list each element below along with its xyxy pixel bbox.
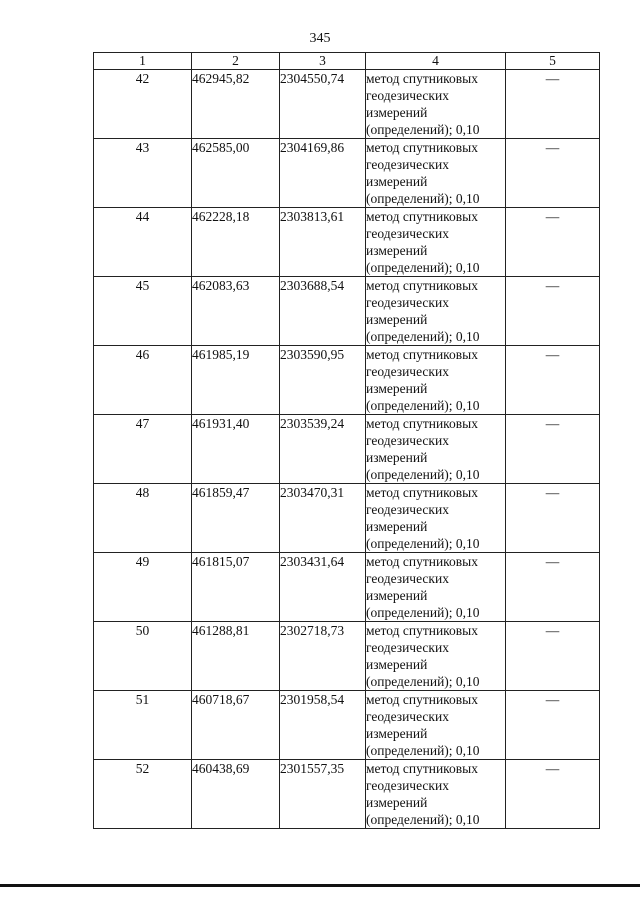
method-line: геодезических xyxy=(366,640,449,655)
method-line: измерений xyxy=(366,795,428,810)
method-cell xyxy=(366,346,506,415)
x-coordinate-cell: 460438,69 xyxy=(192,760,280,829)
method-line: метод спутниковых xyxy=(366,416,478,431)
method-line: (определений); 0,10 xyxy=(366,743,480,758)
column-5-cell: — xyxy=(506,760,600,829)
method-line: (определений); 0,10 xyxy=(366,329,480,344)
method-line: метод спутниковых xyxy=(366,140,478,155)
method-line: геодезических xyxy=(366,364,449,379)
method-line: метод спутниковых xyxy=(366,761,478,776)
method-line: измерений xyxy=(366,450,428,465)
column-5-cell: — xyxy=(506,691,600,760)
column-header-5: 5 xyxy=(506,53,600,70)
method-line: (определений); 0,10 xyxy=(366,191,480,206)
method-line: метод спутниковых xyxy=(366,347,478,362)
table-row xyxy=(94,208,600,277)
method-cell xyxy=(366,553,506,622)
column-header-3: 3 xyxy=(280,53,366,70)
method-line: геодезических xyxy=(366,88,449,103)
point-number-cell: 42 xyxy=(94,70,192,139)
point-number-cell: 43 xyxy=(94,139,192,208)
method-line: метод спутниковых xyxy=(366,623,478,638)
y-coordinate-cell: 2303688,54 xyxy=(280,277,366,346)
coordinates-table xyxy=(93,52,600,829)
x-coordinate-cell: 462228,18 xyxy=(192,208,280,277)
point-number-cell: 45 xyxy=(94,277,192,346)
method-line: (определений); 0,10 xyxy=(366,812,480,827)
table-row xyxy=(94,553,600,622)
column-header-4: 4 xyxy=(366,53,506,70)
column-5-cell: — xyxy=(506,415,600,484)
method-line: геодезических xyxy=(366,157,449,172)
method-line: измерений xyxy=(366,243,428,258)
method-cell xyxy=(366,277,506,346)
table-row xyxy=(94,622,600,691)
method-line: геодезических xyxy=(366,226,449,241)
point-number-cell: 44 xyxy=(94,208,192,277)
method-line: геодезических xyxy=(366,502,449,517)
point-number-cell: 46 xyxy=(94,346,192,415)
method-line: измерений xyxy=(366,519,428,534)
y-coordinate-cell: 2301557,35 xyxy=(280,760,366,829)
method-cell xyxy=(366,484,506,553)
column-5-cell: — xyxy=(506,484,600,553)
method-line: метод спутниковых xyxy=(366,209,478,224)
method-line: (определений); 0,10 xyxy=(366,605,480,620)
method-line: (определений); 0,10 xyxy=(366,536,480,551)
y-coordinate-cell: 2302718,73 xyxy=(280,622,366,691)
table-row xyxy=(94,346,600,415)
x-coordinate-cell: 461815,07 xyxy=(192,553,280,622)
column-5-cell: — xyxy=(506,277,600,346)
column-5-cell: — xyxy=(506,553,600,622)
table-row xyxy=(94,484,600,553)
point-number-cell: 47 xyxy=(94,415,192,484)
method-line: геодезических xyxy=(366,295,449,310)
table-row xyxy=(94,139,600,208)
table-row xyxy=(94,415,600,484)
table-row xyxy=(94,277,600,346)
method-cell xyxy=(366,622,506,691)
method-cell xyxy=(366,208,506,277)
method-line: метод спутниковых xyxy=(366,485,478,500)
bottom-rule xyxy=(0,884,640,887)
y-coordinate-cell: 2304169,86 xyxy=(280,139,366,208)
table-row xyxy=(94,760,600,829)
method-line: геодезических xyxy=(366,709,449,724)
point-number-cell: 51 xyxy=(94,691,192,760)
column-header-1: 1 xyxy=(94,53,192,70)
method-line: геодезических xyxy=(366,433,449,448)
method-line: измерений xyxy=(366,174,428,189)
method-line: измерений xyxy=(366,105,428,120)
x-coordinate-cell: 461859,47 xyxy=(192,484,280,553)
x-coordinate-cell: 461931,40 xyxy=(192,415,280,484)
method-line: геодезических xyxy=(366,571,449,586)
method-cell xyxy=(366,760,506,829)
column-5-cell: — xyxy=(506,70,600,139)
column-5-cell: — xyxy=(506,622,600,691)
y-coordinate-cell: 2303539,24 xyxy=(280,415,366,484)
method-cell xyxy=(366,691,506,760)
table-header-row xyxy=(94,53,600,70)
method-line: (определений); 0,10 xyxy=(366,260,480,275)
x-coordinate-cell: 462585,00 xyxy=(192,139,280,208)
method-cell xyxy=(366,70,506,139)
method-line: метод спутниковых xyxy=(366,554,478,569)
column-5-cell: — xyxy=(506,346,600,415)
column-5-cell: — xyxy=(506,208,600,277)
y-coordinate-cell: 2303470,31 xyxy=(280,484,366,553)
x-coordinate-cell: 462945,82 xyxy=(192,70,280,139)
method-line: метод спутниковых xyxy=(366,278,478,293)
x-coordinate-cell: 462083,63 xyxy=(192,277,280,346)
point-number-cell: 48 xyxy=(94,484,192,553)
y-coordinate-cell: 2301958,54 xyxy=(280,691,366,760)
method-cell xyxy=(366,139,506,208)
method-line: измерений xyxy=(366,588,428,603)
method-line: измерений xyxy=(366,312,428,327)
method-line: (определений); 0,10 xyxy=(366,467,480,482)
y-coordinate-cell: 2303590,95 xyxy=(280,346,366,415)
column-header-2: 2 xyxy=(192,53,280,70)
method-line: (определений); 0,10 xyxy=(366,122,480,137)
method-line: измерений xyxy=(366,381,428,396)
method-line: метод спутниковых xyxy=(366,71,478,86)
point-number-cell: 50 xyxy=(94,622,192,691)
x-coordinate-cell: 460718,67 xyxy=(192,691,280,760)
method-line: (определений); 0,10 xyxy=(366,398,480,413)
method-line: геодезических xyxy=(366,778,449,793)
x-coordinate-cell: 461288,81 xyxy=(192,622,280,691)
point-number-cell: 52 xyxy=(94,760,192,829)
y-coordinate-cell: 2303813,61 xyxy=(280,208,366,277)
table-row xyxy=(94,70,600,139)
method-cell xyxy=(366,415,506,484)
method-line: измерений xyxy=(366,657,428,672)
y-coordinate-cell: 2304550,74 xyxy=(280,70,366,139)
y-coordinate-cell: 2303431,64 xyxy=(280,553,366,622)
column-5-cell: — xyxy=(506,139,600,208)
page-number: 345 xyxy=(309,31,331,46)
method-line: метод спутниковых xyxy=(366,692,478,707)
x-coordinate-cell: 461985,19 xyxy=(192,346,280,415)
point-number-cell: 49 xyxy=(94,553,192,622)
table-row xyxy=(94,691,600,760)
method-line: измерений xyxy=(366,726,428,741)
method-line: (определений); 0,10 xyxy=(366,674,480,689)
